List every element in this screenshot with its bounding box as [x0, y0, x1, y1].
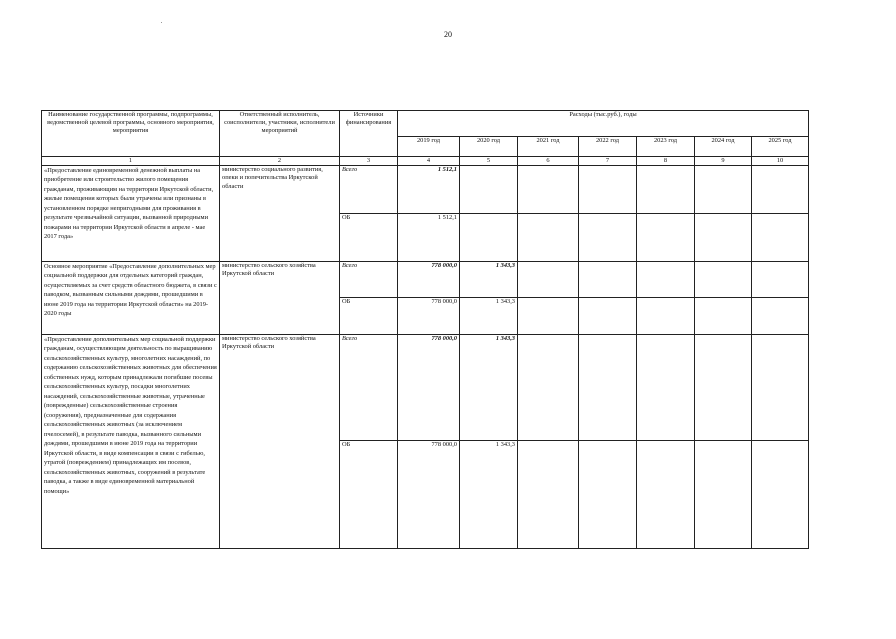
table-row — [42, 335, 809, 441]
column-number: 6 — [518, 157, 579, 166]
value-cell: 778 000,0 — [398, 262, 460, 298]
value-cell — [518, 214, 579, 262]
value-cell — [637, 335, 695, 441]
value-cell — [752, 166, 809, 214]
measure-name: Основное мероприятие «Предоставление дополнительных мер социальной поддержки для отдельных категорий граждан, осуществляемых за счет средств областного бюджета, в связи с паводком, вызванным сильными дождями, прошедшими в июне 2019 года на территории Иркутской области» на 2019-2020 годы — [42, 262, 220, 335]
source-ob: ОБ — [340, 298, 398, 335]
value-cell — [752, 298, 809, 335]
value-cell — [518, 298, 579, 335]
column-number: 5 — [460, 157, 518, 166]
value-cell — [579, 441, 637, 549]
value-cell: 1 343,3 — [460, 441, 518, 549]
value-cell: 1 512,1 — [398, 214, 460, 262]
source-ob: ОБ — [340, 441, 398, 549]
value-cell: 1 343,3 — [460, 335, 518, 441]
header-year: 2025 год — [752, 137, 809, 157]
value-cell — [518, 166, 579, 214]
source-total: Всего — [340, 262, 398, 298]
header-year: 2019 год — [398, 137, 460, 157]
value-cell — [579, 335, 637, 441]
header-name: Наименование государственной программы, подпрограммы, ведомственной целевой программы, основного мероприятия, мероприятия — [42, 111, 220, 157]
value-cell — [637, 262, 695, 298]
table-row — [42, 166, 809, 214]
column-number: 9 — [695, 157, 752, 166]
column-number: 4 — [398, 157, 460, 166]
value-cell — [752, 441, 809, 549]
value-cell — [637, 214, 695, 262]
header-year: 2020 год — [460, 137, 518, 157]
page-number: 20 — [444, 30, 452, 39]
value-cell: 1 343,3 — [460, 298, 518, 335]
value-cell — [695, 335, 752, 441]
header-year: 2023 год — [637, 137, 695, 157]
header-year: 2022 год — [579, 137, 637, 157]
table-row — [42, 262, 809, 298]
measure-name: «Предоставление дополнительных мер социальной поддержки гражданам, осуществляющим деятельность по выращиванию сельскохозяйственных культур, многолетних насаждений, по содержанию сельскохозяйственных животных для обеспечения собственных нужд, которым принадлежали погибшие посевы сельскохозяйственных культур, посадки многолетних насаждений, сельскохозяйственные животные, утраченные (поврежденные) сельскохозяйственные строения (сооружения), предназначенные для содержания сельскохозяйственных животных (за исключением пчелосемей), в результате паводка, вызванного сильными дождями, прошедшими в июне 2019 года на территории Иркутской области, в виде компенсации в связи с гибелью, утратой (повреждением) принадлежащих им посевов, сельскохозяйственных животных, сооружений в результате паводка, а также в виде единовременной материальной помощи» — [42, 335, 220, 549]
value-cell: 1 343,3 — [460, 262, 518, 298]
header-expenses: Расходы (тыс.руб.), годы — [398, 111, 809, 137]
value-cell: 778 000,0 — [398, 335, 460, 441]
column-number: 7 — [579, 157, 637, 166]
measure-name: «Предоставление единовременной денежной выплаты на приобретение или строительство жилого помещения гражданам, проживающим на территории Иркутской области, жилые помещения которых были утрачены или признаны в установленном порядке непригодными для проживания в результате чрезвычайной ситуации, вызванной природными пожарами на территории Иркутской области в апреле - мае 2017 года» — [42, 166, 220, 262]
source-total: Всего — [340, 166, 398, 214]
value-cell — [695, 214, 752, 262]
column-number: 3 — [340, 157, 398, 166]
column-number: 2 — [220, 157, 340, 166]
column-number: 8 — [637, 157, 695, 166]
measure-executor: министерство социального развития, опеки и попечительства Иркутской области — [220, 166, 340, 262]
value-cell — [637, 166, 695, 214]
header-executor: Ответственный исполнитель, соисполнители, участники, исполнители мероприятий — [220, 111, 340, 157]
value-cell — [695, 441, 752, 549]
value-cell — [695, 298, 752, 335]
value-cell — [752, 262, 809, 298]
value-cell — [518, 335, 579, 441]
value-cell — [637, 298, 695, 335]
scan-speck — [161, 22, 162, 23]
header-source: Источники финансирования — [340, 111, 398, 157]
value-cell — [579, 166, 637, 214]
value-cell — [579, 214, 637, 262]
source-total: Всего — [340, 335, 398, 441]
header-year: 2024 год — [695, 137, 752, 157]
value-cell — [695, 262, 752, 298]
measure-executor: министерство сельского хозяйства Иркутской области — [220, 262, 340, 335]
measure-executor: министерство сельского хозяйства Иркутской области — [220, 335, 340, 549]
value-cell — [460, 214, 518, 262]
budget-table — [41, 110, 809, 549]
source-ob: ОБ — [340, 214, 398, 262]
value-cell — [752, 335, 809, 441]
value-cell — [637, 441, 695, 549]
column-number: 1 — [42, 157, 220, 166]
value-cell: 778 000,0 — [398, 298, 460, 335]
value-cell — [579, 262, 637, 298]
column-number: 10 — [752, 157, 809, 166]
value-cell — [518, 441, 579, 549]
header-year: 2021 год — [518, 137, 579, 157]
value-cell — [579, 298, 637, 335]
value-cell — [518, 262, 579, 298]
value-cell: 1 512,1 — [398, 166, 460, 214]
column-number-row — [42, 157, 809, 166]
value-cell — [695, 166, 752, 214]
value-cell — [460, 166, 518, 214]
value-cell: 778 000,0 — [398, 441, 460, 549]
value-cell — [752, 214, 809, 262]
